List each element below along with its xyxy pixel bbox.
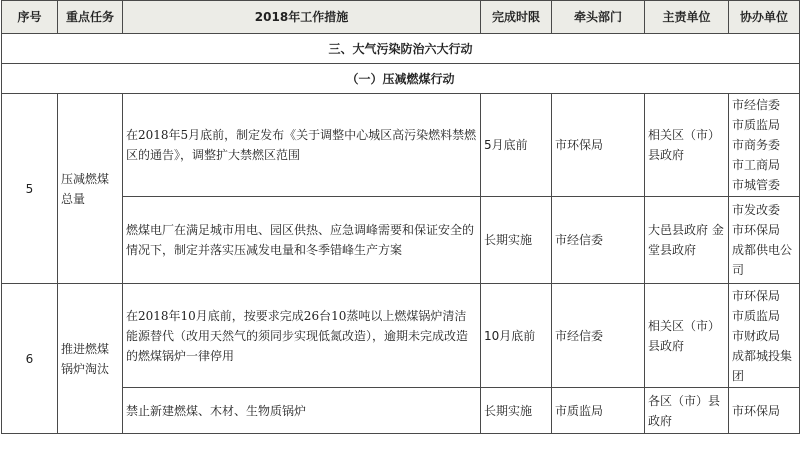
coop-unit: 成都城投集团 [732, 348, 793, 383]
main-unit-cell: 大邑县政府 金堂县政府 [645, 197, 729, 284]
coop-unit-cell [729, 284, 800, 388]
coop-unit-cell [729, 388, 800, 434]
lead-dept-cell: 市经信委 [552, 197, 645, 284]
main-unit-cell: 各区（市）县政府 [645, 388, 729, 434]
task-cell: 推进燃煤锅炉淘汰 [58, 284, 123, 434]
header-main-unit: 主责单位 [645, 1, 729, 34]
header-seq: 序号 [2, 1, 58, 34]
header-deadline: 完成时限 [481, 1, 552, 34]
table-row [2, 94, 800, 197]
deadline-cell: 长期实施 [481, 388, 552, 434]
coop-unit: 市商务委 [732, 138, 781, 152]
lead-dept-cell: 市环保局 [552, 94, 645, 197]
coop-unit: 市质监局 [732, 118, 781, 132]
main-unit-cell: 相关区（市）县政府 [645, 94, 729, 197]
coop-unit: 市环保局 [732, 403, 781, 418]
coop-unit: 成都供电公司 [732, 243, 793, 277]
header-lead-dept: 牵头部门 [552, 1, 645, 34]
section-row [2, 34, 800, 64]
deadline-cell: 5月底前 [481, 94, 552, 197]
main-unit-cell: 相关区（市）县政府 [645, 284, 729, 388]
header-coop-unit: 协办单位 [729, 1, 800, 34]
header-measures: 2018年工作措施 [123, 1, 481, 34]
measure-cell: 在2018年5月底前，制定发布《关于调整中心城区高污染燃料禁燃区的通告》，调整扩大禁燃区范围 [123, 94, 481, 197]
seq-cell: 5 [2, 94, 58, 284]
header-row [2, 1, 800, 34]
coop-unit: 市工商局 [732, 158, 781, 172]
measure-cell: 燃煤电厂在满足城市用电、园区供热、应急调峰需要和保证安全的情况下，制定并落实压减发电量和冬季错峰生产方案 [123, 197, 481, 284]
seq-cell: 6 [2, 284, 58, 434]
coop-unit: 市环保局 [732, 288, 781, 303]
lead-dept-cell: 市质监局 [552, 388, 645, 434]
subsection-row [2, 64, 800, 94]
task-cell: 压减燃煤总量 [58, 94, 123, 284]
lead-dept-cell: 市经信委 [552, 284, 645, 388]
coop-unit: 市财政局 [732, 328, 781, 343]
deadline-cell: 10月底前 [481, 284, 552, 388]
measure-cell: 在2018年10月底前，按要求完成26台10蒸吨以上燃煤锅炉清洁能源替代（改用天然气的须同步实现低氮改造），逾期未完成改造的燃煤锅炉一律停用 [123, 284, 481, 388]
coop-unit: 市环保局 [732, 223, 781, 237]
header-task: 重点任务 [58, 1, 123, 34]
coop-unit-cell [729, 197, 800, 284]
coop-unit-cell [729, 94, 800, 197]
coop-unit: 市发改委 [732, 203, 781, 217]
coop-unit: 市质监局 [732, 308, 781, 323]
table-row [2, 284, 800, 388]
measures-table [1, 0, 800, 434]
measure-cell: 禁止新建燃煤、木材、生物质锅炉 [123, 388, 481, 434]
deadline-cell: 长期实施 [481, 197, 552, 284]
coop-unit: 市城管委 [732, 178, 781, 192]
subsection-title: （一）压减燃煤行动 [2, 64, 800, 94]
coop-unit: 市经信委 [732, 98, 781, 112]
section-title: 三、大气污染防治六大行动 [2, 34, 800, 64]
